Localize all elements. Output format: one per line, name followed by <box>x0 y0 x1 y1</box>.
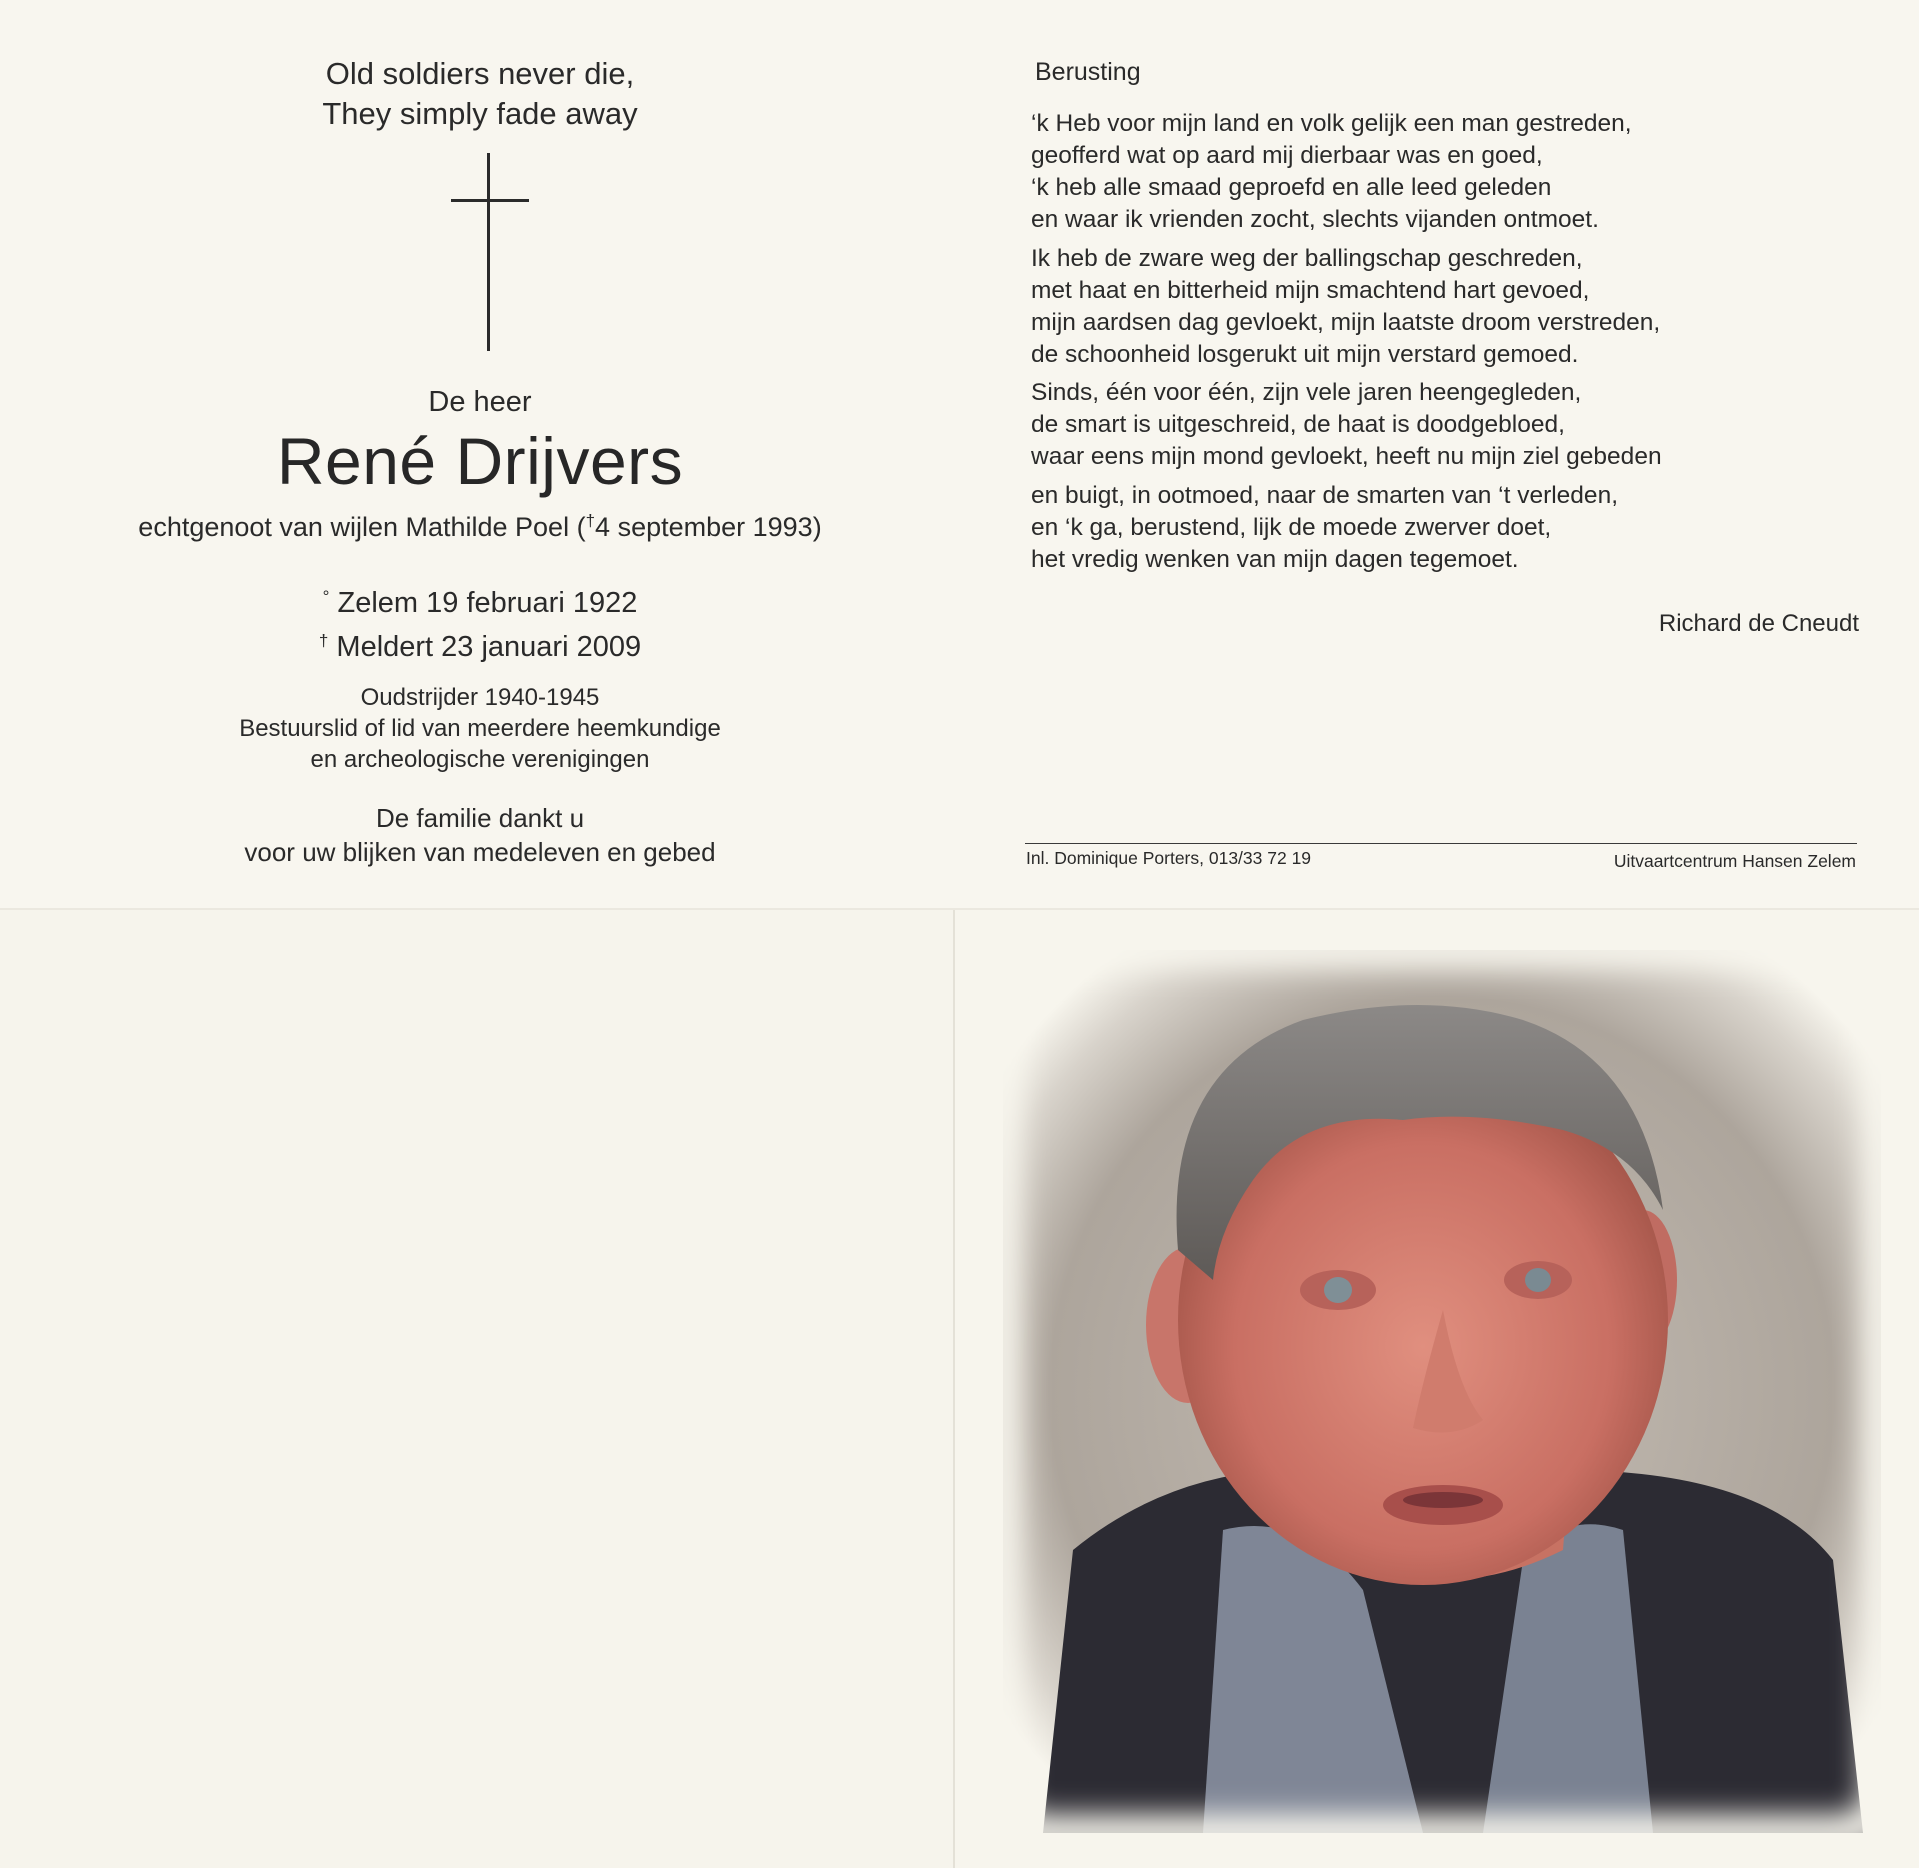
thanks-line: voor uw blijken van medeleven en gebed <box>244 837 716 867</box>
life-dates <box>0 578 960 666</box>
printer-credit: Inl. Dominique Porters, 013/33 72 19 <box>1026 848 1312 868</box>
birth-line <box>0 578 960 622</box>
spouse-prefix: echtgenoot van wijlen Mathilde Poel ( <box>138 512 586 542</box>
poem-line: de smart is uitgeschreid, de haat is doodgebloed, <box>1031 411 1565 438</box>
role-line: Oudstrijder 1940-1945 <box>360 684 600 711</box>
poem-line: ‘k Heb voor mijn land en volk gelijk een man gestreden, <box>1031 110 1632 137</box>
death-symbol: † <box>318 631 329 650</box>
poem-title: Berusting <box>1035 58 1141 86</box>
role-line: en archeologische verenigingen <box>310 746 650 773</box>
role-line: Bestuurslid of lid van meerdere heemkundige <box>239 715 721 742</box>
horizontal-fold <box>0 908 1919 910</box>
poem-line: Ik heb de zware weg der ballingschap geschreden, <box>1031 245 1583 272</box>
vertical-fold <box>953 910 955 1868</box>
death-text: Meldert 23 januari 2009 <box>336 631 642 663</box>
funeral-home: Uitvaartcentrum Hansen Zelem <box>1613 851 1856 871</box>
poem-line: de schoonheid losgerukt uit mijn verstard gemoed. <box>1031 341 1579 368</box>
motto-line: Old soldiers never die, <box>325 56 635 91</box>
birth-text: Zelem 19 februari 1922 <box>337 587 638 619</box>
poem-line: en buigt, in ootmoed, naar de smarten van ‘t verleden, <box>1031 482 1618 509</box>
motto-line: They simply fade away <box>322 96 638 131</box>
poem-line: Sinds, één voor één, zijn vele jaren heengegleden, <box>1031 379 1582 406</box>
poem-stanza <box>1031 108 1632 236</box>
cross-symbol: † <box>585 511 596 530</box>
poem-stanza <box>1031 377 1662 473</box>
motto <box>0 54 960 134</box>
thanks-line: De familie dankt u <box>375 803 585 833</box>
blank-page <box>0 910 953 1868</box>
poem-line: met haat en bitterheid mijn smachtend hart gevoed, <box>1031 277 1590 304</box>
roles <box>0 682 960 775</box>
death-line <box>0 622 960 666</box>
poem-line: en ‘k ga, berustend, lijk de moede zwerver doet, <box>1031 514 1552 541</box>
poem-line: mijn aardsen dag gevloekt, mijn laatste droom verstreden, <box>1031 309 1661 336</box>
thanks <box>0 801 960 869</box>
birth-symbol: ° <box>322 587 330 606</box>
poem-line: geofferd wat op aard mij dierbaar was en goed, <box>1031 142 1543 169</box>
poem-author: Richard de Cneudt <box>1658 610 1859 637</box>
poem-line: ‘k heb alle smaad geproefd en alle leed geleden <box>1031 174 1552 201</box>
spouse-line <box>0 511 960 543</box>
portrait-photo-icon <box>1003 950 1881 1833</box>
deceased-name: René Drijvers <box>276 424 684 498</box>
poem-stanza <box>1031 243 1660 371</box>
footer-rule <box>1025 843 1857 844</box>
poem-stanza <box>1031 480 1618 576</box>
honorific: De heer <box>428 386 532 418</box>
poem-line: het vredig wenken van mijn dagen tegemoet. <box>1031 546 1519 573</box>
spouse-suffix: 4 september 1993) <box>595 512 822 542</box>
poem-line: en waar ik vrienden zocht, slechts vijanden ontmoet. <box>1031 206 1599 233</box>
poem-line: waar eens mijn mond gevloekt, heeft nu mijn ziel gebeden <box>1031 443 1662 470</box>
